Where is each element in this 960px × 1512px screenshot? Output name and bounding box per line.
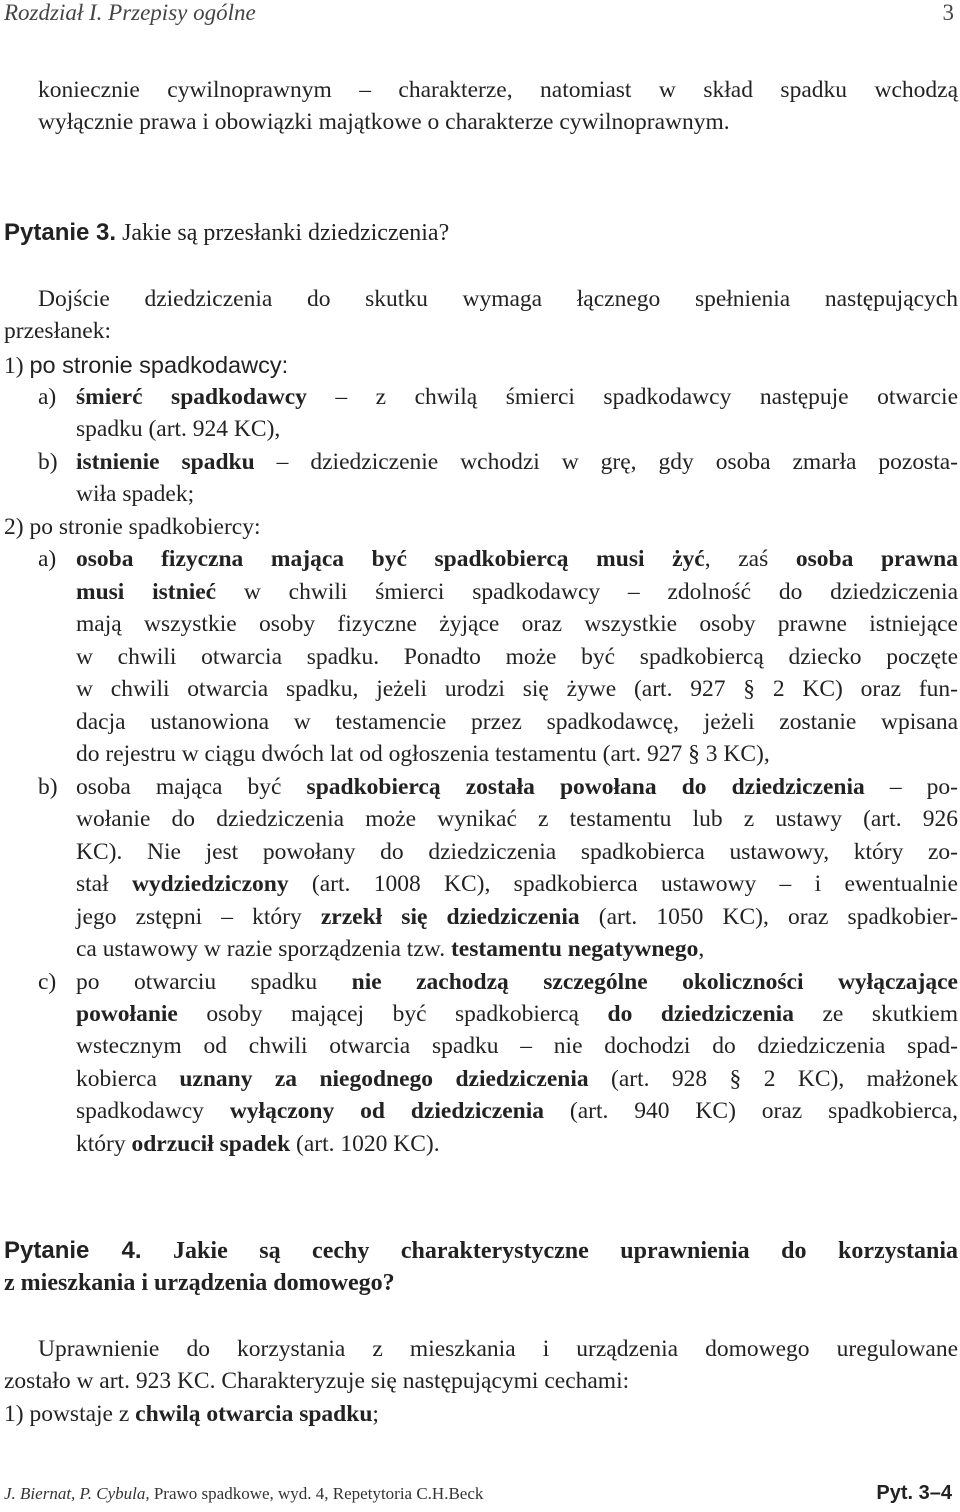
q3-lead-line-2: przesłanek: — [4, 318, 112, 344]
list-item-text: po stronie spadkodawcy: — [29, 352, 289, 378]
subitem-b2-line-5: jego zstępni – który zrzekł się dziedziczenia (art. 1050 KC), oraz spadkobier- — [76, 904, 958, 930]
running-header: Rozdział I. Przepisy ogólne — [4, 0, 256, 25]
subitem-b2-line-6: ca ustawowy w razie sporządzenia tzw. testamentu negatywnego, — [76, 936, 705, 962]
subitem-a2-line-1: osoba fizyczna mająca być spadkobiercą musi żyć, zaś osoba prawna — [76, 546, 958, 572]
footer-question-ref: Pyt. 3–4 — [876, 1482, 952, 1504]
subitem-a2-line-7: do rejestru w ciągu dwóch lat od ogłoszenia testamentu (art. 927 § 3 KC), — [76, 741, 770, 767]
question-4-heading-line-1: Pytanie 4. Jakie są cechy charakterystyczne uprawnienia do korzystania — [4, 1237, 958, 1264]
subitem-c2-line-2: powołanie osoby mającej być spadkobiercą do dziedziczenia ze skutkiem — [76, 1001, 959, 1027]
q4-para-line-2: zostało w art. 923 KC. Charakteryzuje się następującymi cechami: — [4, 1368, 630, 1394]
q4-para-line-1: Uprawnienie do korzystania z mieszkania i urządzenia domowego uregulowane — [38, 1336, 958, 1362]
subitem-b-line-2: wiła spadek; — [76, 481, 195, 507]
q3-lead-line-1: Dojście dziedziczenia do skutku wymaga łącznego spełnienia następujących — [38, 286, 958, 312]
subitem-a-line-1: śmierć spadkodawcy – z chwilą śmierci spadkodawcy następuje otwarcie — [76, 384, 958, 410]
subitem-c2-line-5: spadkodawcy wyłączony od dziedziczenia (art. 940 KC) oraz spadkobierca, — [76, 1098, 958, 1124]
subitem-b2-line-4: stał wydziedziczony (art. 1008 KC), spadkobierca ustawowy – i ewentualnie — [76, 871, 958, 897]
subitem-label-b: b) — [38, 449, 58, 475]
intro-line-2: wyłącznie prawa i obowiązki majątkowe o charakterze cywilnoprawnym. — [38, 109, 730, 135]
subitem-c2-line-6: który odrzucił spadek (art. 1020 KC). — [76, 1131, 440, 1157]
subitem-a2-line-6: dacja ustanowiona w testamencie przez spadkodawcę, jeżeli zostanie wpisana — [76, 709, 958, 735]
q4-list-item-1: 1) powstaje z chwilą otwarcia spadku; — [4, 1401, 379, 1427]
list-item-text: po stronie spadkobiercy: — [29, 514, 261, 540]
subitem-c2-line-4: kobierca uznany za niegodnego dziedziczenia (art. 928 § 2 KC), małżonek — [76, 1066, 958, 1092]
subitem-label-c2: c) — [38, 969, 57, 995]
subitem-b2-line-1: osoba mająca być spadkobiercą została powołana do dziedziczenia – po- — [76, 774, 958, 800]
question-4-label: Pytanie 4. — [4, 1237, 142, 1264]
footer-book: Prawo spadkowe, wyd. 4, Repetytoria C.H.Beck — [149, 1484, 484, 1503]
question-3-label: Pytanie 3. — [4, 219, 117, 246]
subitem-label-b2: b) — [38, 774, 58, 800]
list-item-2 — [4, 511, 260, 543]
subitem-a2-line-4: w chwili otwarcia spadku. Ponadto może być spadkobiercą dziecko poczęte — [76, 644, 958, 670]
subitem-a2-line-5: w chwili otwarcia spadku, jeżeli urodzi się żywe (art. 927 § 2 KC) oraz fun- — [76, 676, 958, 702]
subitem-a-line-2: spadku (art. 924 KC), — [76, 416, 281, 442]
bold-term: śmierć spadkodawcy — [76, 384, 307, 410]
subitem-a2-line-3: mają wszystkie osoby fizyczne żyjące oraz wszystkie osoby prawne istniejące — [76, 611, 958, 637]
subitem-a2-line-2: musi istnieć w chwili śmierci spadkodawcy – zdolność do dziedziczenia — [76, 579, 959, 605]
list-number: 1) — [4, 353, 24, 379]
page-number: 3 — [942, 0, 954, 25]
list-item-1 — [4, 349, 288, 382]
list-number: 1) — [4, 1401, 24, 1427]
subitem-b2-line-3: KC). Nie jest powołany do dziedziczenia spadkobierca ustawowy, który zo- — [76, 839, 958, 865]
subitem-b2-line-2: wołanie do dziedziczenia może wynikać z testamentu lub z ustawy (art. 926 — [76, 806, 958, 832]
question-4-heading-line-2: z mieszkania i urządzenia domowego? — [4, 1270, 395, 1296]
question-3-text: Jakie są przesłanki dziedziczenia? — [116, 220, 450, 246]
footer-authors: J. Biernat, P. Cybula, — [4, 1484, 150, 1503]
question-3-heading — [4, 217, 449, 249]
subitem-c2-line-3: wstecznym od chwili otwarcia spadku – nie dochodzi do dziedziczenia spad- — [76, 1033, 958, 1059]
footer-citation — [4, 1484, 483, 1504]
intro-line-1: koniecznie cywilnoprawnym – charakterze, natomiast w skład spadku wchodzą — [38, 77, 958, 103]
subitem-label-a: a) — [38, 384, 57, 410]
subitem-c2-line-1: po otwarciu spadku nie zachodzą szczególne okoliczności wyłączające — [76, 969, 958, 995]
bold-term: istnienie spadku — [76, 449, 255, 475]
subitem-label-a2: a) — [38, 546, 57, 572]
list-number: 2) — [4, 514, 24, 540]
subitem-b-line-1: istnienie spadku – dziedziczenie wchodzi w grę, gdy osoba zmarła pozosta- — [76, 449, 958, 475]
